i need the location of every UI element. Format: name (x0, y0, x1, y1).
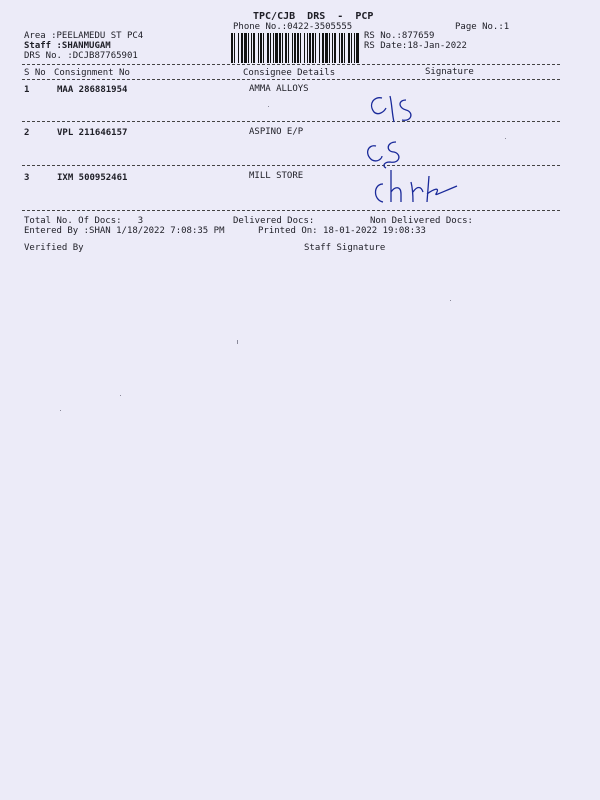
rs-number: RS No.:877659 (364, 31, 435, 41)
rs-date: RS Date:18-Jan-2022 (364, 41, 467, 51)
phone-number: Phone No.:0422-3505555 (233, 22, 353, 32)
column-signature: Signature (425, 67, 474, 77)
staff-label: Staff :SHANMUGAM (24, 41, 111, 51)
verified-by: Verified By (24, 243, 84, 253)
drs-number: DRS No. :DCJB87765901 (24, 51, 138, 61)
divider (22, 121, 560, 122)
delivered-docs: Delivered Docs: (233, 216, 315, 226)
divider (22, 64, 560, 65)
non-delivered-docs: Non Delivered Docs: (370, 216, 473, 226)
divider (22, 165, 560, 166)
entered-by: Entered By :SHAN 1/18/2022 7:08:35 PM (24, 226, 225, 236)
divider (22, 210, 560, 211)
row-consignment: MAA 286881954 (57, 85, 128, 95)
row-consignee: MILL STORE (249, 171, 304, 181)
page-number: Page No.:1 (455, 22, 510, 32)
barcode-image (230, 33, 360, 63)
staff-signature-label: Staff Signature (304, 243, 386, 253)
printed-on: Printed On: 18-01-2022 19:08:33 (258, 226, 426, 236)
column-consignee: Consignee Details (243, 68, 336, 78)
row-consignment: VPL 211646157 (57, 128, 128, 138)
row-sno: 2 (24, 128, 30, 138)
total-docs: Total No. Of Docs: 3 (24, 216, 144, 226)
area-label: Area :PEELAMEDU ST PC4 (24, 31, 144, 41)
handwritten-signature (365, 162, 465, 210)
column-consignment: Consignment No (54, 68, 130, 78)
divider (22, 79, 560, 80)
sheet-title: TPC/CJB DRS - PCP (253, 11, 374, 22)
row-sno: 3 (24, 173, 30, 183)
handwritten-signature (360, 90, 430, 130)
row-consignee: ASPINO E/P (249, 127, 304, 137)
row-sno: 1 (24, 85, 30, 95)
row-consignee: AMMA ALLOYS (249, 84, 309, 94)
column-sno: S No (24, 68, 46, 78)
row-consignment: IXM 500952461 (57, 173, 128, 183)
